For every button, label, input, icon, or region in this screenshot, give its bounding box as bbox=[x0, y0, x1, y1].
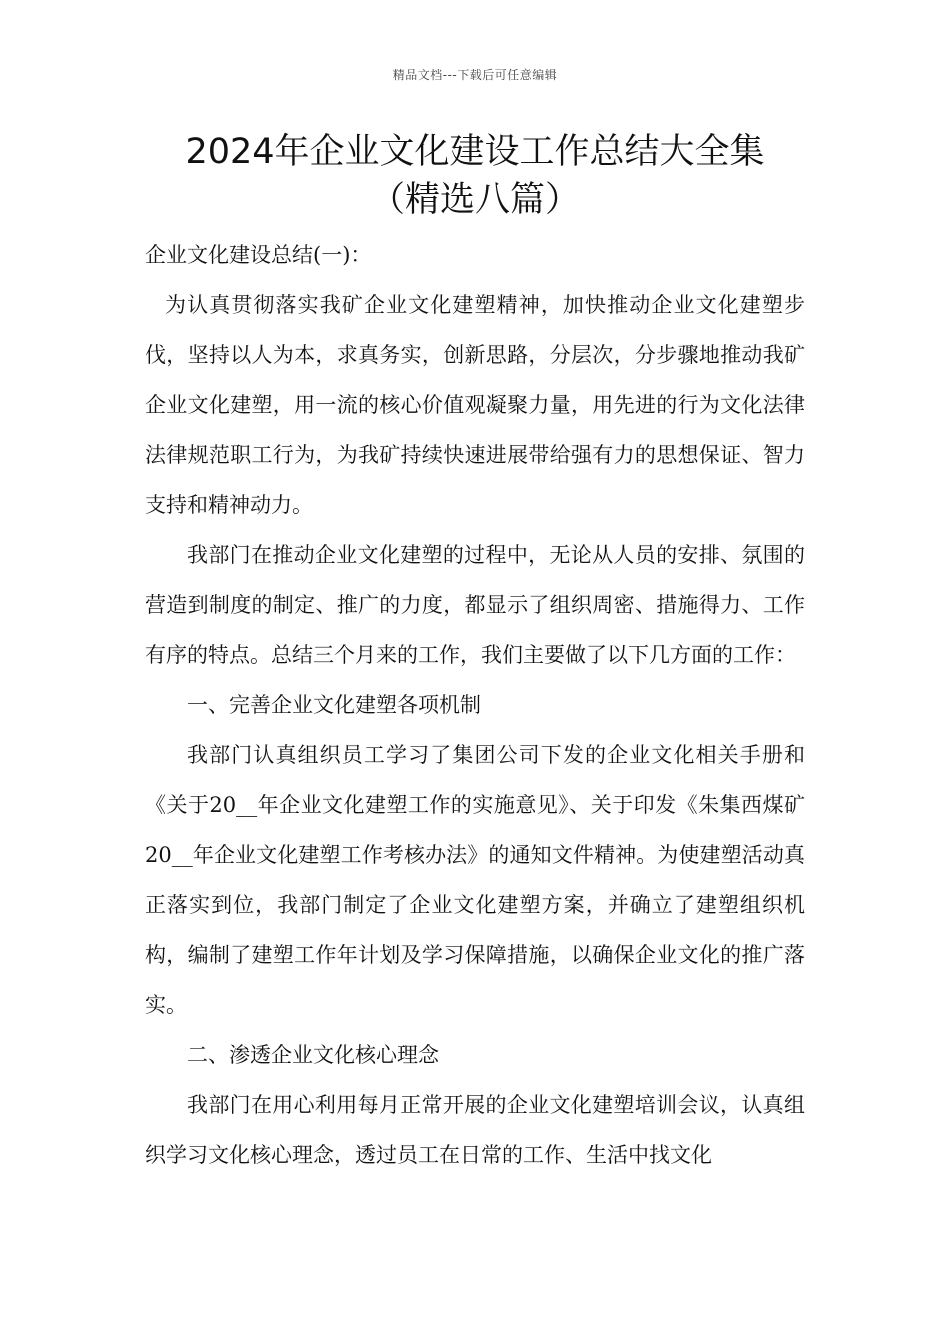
document-body bbox=[145, 230, 805, 1180]
paragraph-4: 我部门在用心利用每月正常开展的企业文化建塑培训会议，认真组织学习文化核心理念，透过员工在日常的工作、生活中找文化 bbox=[145, 1093, 805, 1167]
heading-1: 一、完善企业文化建塑各项机制 bbox=[187, 693, 481, 717]
header-note: 精品文档---下载后可任意编辑 bbox=[392, 68, 558, 82]
section-label: 企业文化建设总结(一)： bbox=[145, 243, 372, 267]
title-line-2: （精选八篇） bbox=[369, 180, 580, 220]
paragraph-3: 我部门认真组织员工学习了集团公司下发的企业文化相关手册和《关于20__年企业文化建塑工作的实施意见》、关于印发《朱集西煤矿20__年企业文化建塑工作考核办法》的通知文件精神。为使建塑活动真正落实到位，我部门制定了企业文化建塑方案，并确立了建塑组织机构，编制了建塑工作年计划及学习保障措施，以确保企业文化的推广落实。 bbox=[145, 743, 805, 1017]
document-title bbox=[100, 128, 850, 224]
title-line-1: 2024年企业文化建设工作总结大全集 bbox=[185, 132, 765, 172]
paragraph-1: 为认真贯彻落实我矿企业文化建塑精神，加快推动企业文化建塑步伐，坚持以人为本，求真务实，创新思路，分层次，分步骤地推动我矿企业文化建塑，用一流的核心价值观凝聚力量，用先进的行为文化法律法律规范职工行为，为我矿持续快速进展带给强有力的思想保证、智力支持和精神动力。 bbox=[145, 293, 805, 517]
heading-2: 二、渗透企业文化核心理念 bbox=[187, 1043, 439, 1067]
paragraph-2: 我部门在推动企业文化建塑的过程中，无论从人员的安排、氛围的营造到制度的制定、推广的力度，都显示了组织周密、措施得力、工作有序的特点。总结三个月来的工作，我们主要做了以下几方面的工作： bbox=[145, 543, 805, 667]
